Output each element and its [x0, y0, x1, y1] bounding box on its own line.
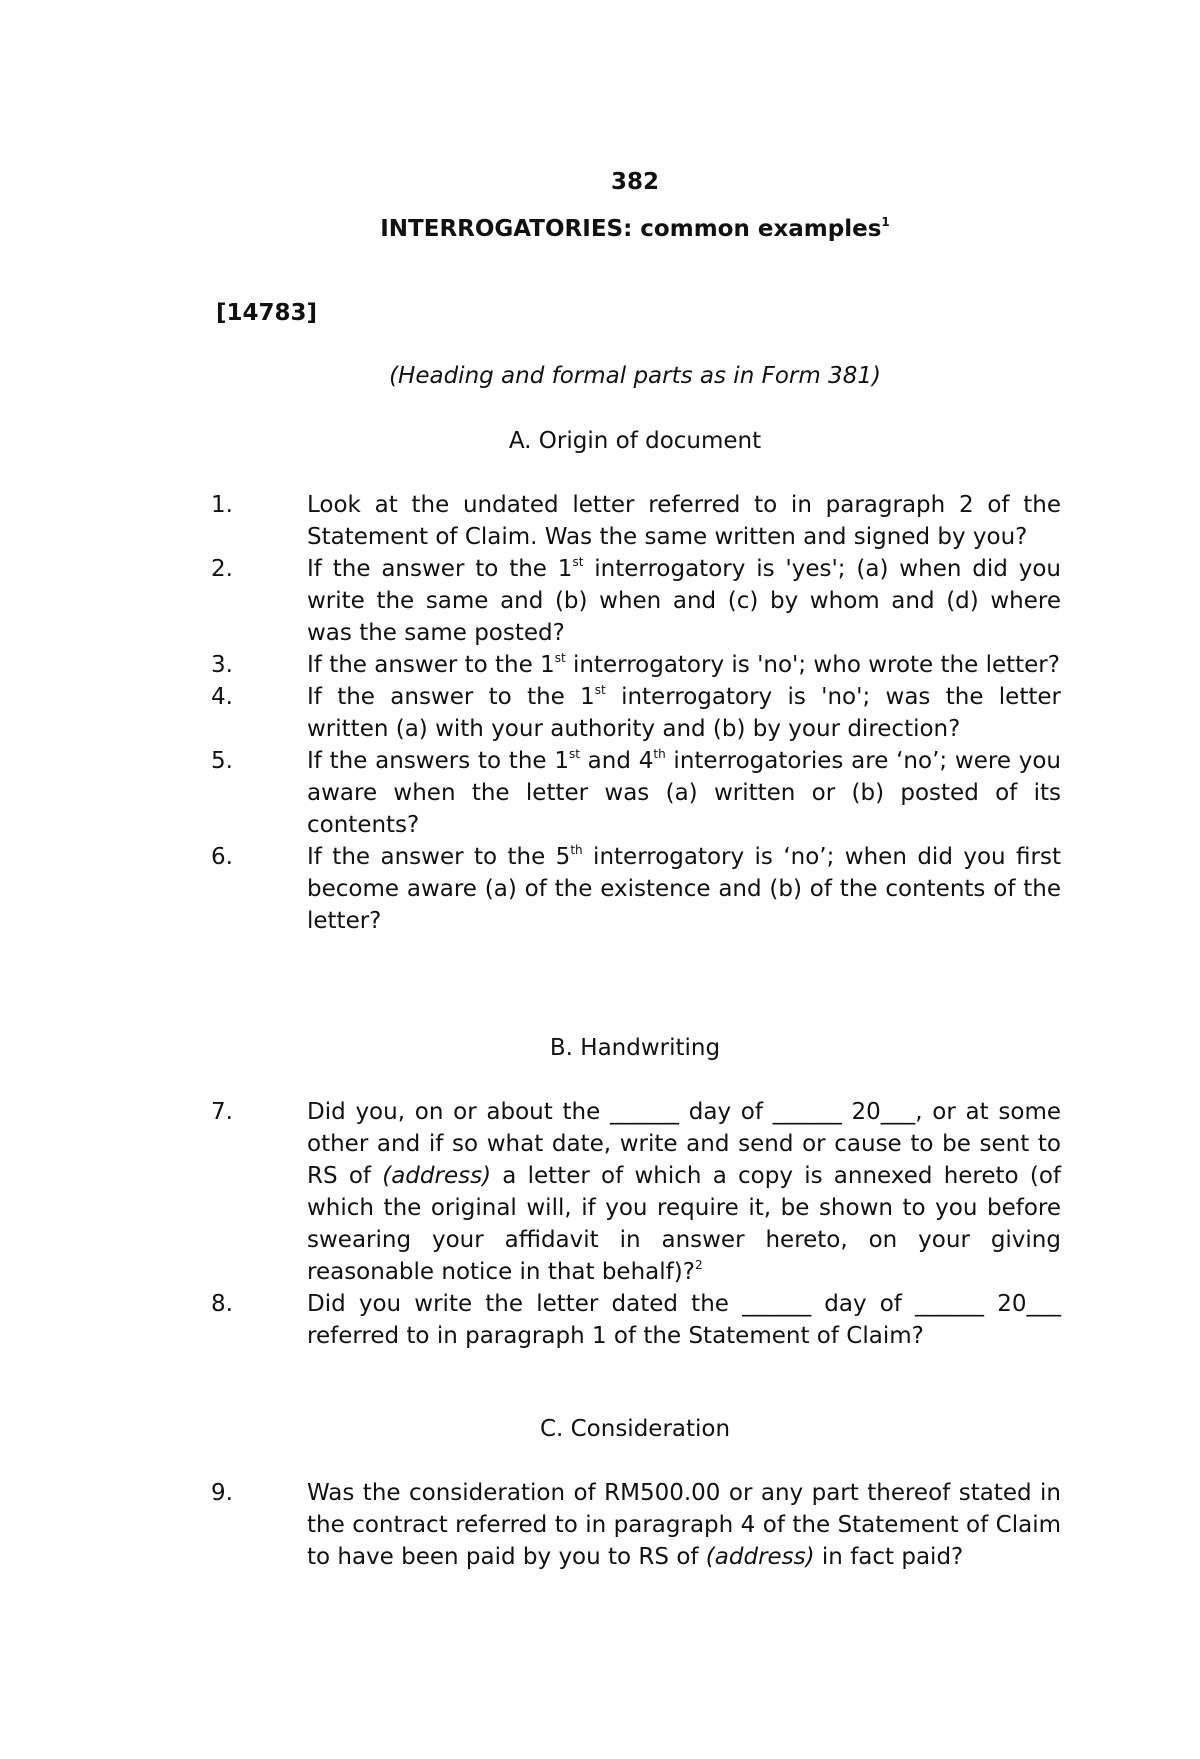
interrogatory-7: [211, 1096, 1061, 1288]
interrogatory-list-c: [211, 1477, 1061, 1573]
item-number: 4.: [211, 684, 233, 710]
footnote-marker: 2: [694, 1258, 703, 1272]
section-heading-b: B. Handwriting: [549, 1035, 721, 1061]
formal-parts-note: (Heading and formal parts as in Form 381): [389, 363, 881, 389]
item-text: If the answer to the 1st interrogatory is 'no'; was the letter written (a) with your authority and (b) by your direction?: [307, 683, 1061, 742]
section-heading-a: A. Origin of document: [508, 428, 762, 454]
form-title-text: INTERROGATORIES: common examples: [380, 216, 882, 242]
item-number: 3.: [211, 652, 233, 678]
item-text: Look at the undated letter referred to in paragraph 2 of the Statement of Claim. Was the same written and signed by you?: [307, 492, 1061, 550]
interrogatory-4: [211, 681, 1061, 745]
interrogatory-6: [211, 841, 1061, 937]
item-number: 7.: [211, 1099, 233, 1125]
form-title: [0, 213, 1200, 245]
item-number: 9.: [211, 1480, 233, 1506]
item-text: If the answers to the 1st and 4th interrogatories are ‘no’; were you aware when the letter was (a) written or (b) posted of its contents?: [307, 747, 1061, 838]
interrogatory-9: [211, 1477, 1061, 1573]
interrogatory-2: [211, 553, 1061, 649]
item-number: 2.: [211, 556, 233, 582]
item-text: If the answer to the 1st interrogatory is 'no'; who wrote the letter?: [307, 651, 1060, 678]
item-text: Did you write the letter dated the ______ day of ______ 20___ referred to in paragraph 1 of the Statement of Claim?: [307, 1291, 1061, 1349]
interrogatory-list-b: [211, 1096, 1061, 1352]
interrogatory-8: [211, 1288, 1061, 1352]
item-number: 6.: [211, 844, 233, 870]
item-number: 5.: [211, 748, 233, 774]
item-text: If the answer to the 1st interrogatory is 'yes'; (a) when did you write the same and (b) when and (c) by whom and (d) where was the same posted?: [307, 555, 1061, 646]
item-number: 1.: [211, 492, 233, 518]
form-number: 382: [610, 169, 659, 195]
item-text: Did you, on or about the ______ day of ______ 20___, or at some other and if so what date, write and send or cause to be sent to RS of (address) a letter of which a copy is annexed hereto (of which the original will, if you require it, be shown to you before swearing your affidavit in answer hereto, on your giving reasonable notice in that behalf)?$^2$: [307, 1099, 1061, 1285]
item-text: Was the consideration of RM500.00 or any part thereof stated in the contract referred to in paragraph 4 of the Statement of Claim to have been paid by you to RS of (address) in fact paid?: [307, 1480, 1061, 1570]
interrogatory-5: [211, 745, 1061, 841]
item-number: 8.: [211, 1291, 233, 1317]
section-heading-c: C. Consideration: [539, 1416, 731, 1442]
interrogatory-3: [211, 649, 1061, 681]
reference-number: [14783]: [216, 300, 318, 326]
footnote-marker: 1: [881, 215, 890, 229]
interrogatory-list-a: [211, 489, 1061, 937]
item-text: If the answer to the 5th interrogatory is ‘no’; when did you first become aware (a) of the existence and (b) of the contents of the letter?: [307, 843, 1061, 934]
interrogatory-1: [211, 489, 1061, 553]
